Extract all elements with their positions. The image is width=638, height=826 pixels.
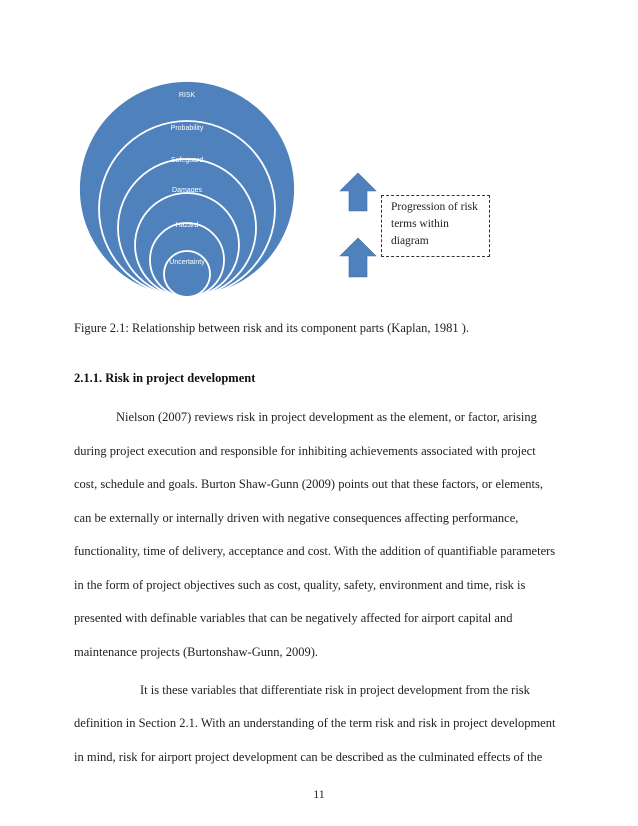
paragraph-line: functionality, time of delivery, acceptance and cost. With the addition of quantifiable parameters bbox=[74, 544, 556, 558]
up-arrow-bottom bbox=[340, 238, 376, 277]
page-number: 11 bbox=[313, 787, 325, 801]
paragraph-line: in the form of project objectives such as cost, quality, safety, environment and time, risk is bbox=[74, 578, 526, 592]
circle-label-probability: Probability bbox=[170, 125, 204, 132]
circle-uncertainty bbox=[164, 251, 210, 297]
circle-label-risk: RISK bbox=[178, 92, 196, 99]
nested-circles bbox=[79, 81, 295, 297]
risk-diagram-figure bbox=[0, 0, 638, 310]
up-arrow-top bbox=[340, 173, 376, 211]
legend-box: Progression of risk terms within diagram bbox=[381, 195, 490, 257]
paragraph-line: during project execution and responsible for inhibiting achievements associated with project bbox=[74, 444, 536, 458]
paragraph-line: definition in Section 2.1. With an understanding of the term risk and risk in project development bbox=[74, 716, 556, 730]
circle-label-hazard: Hazard bbox=[175, 222, 199, 229]
paragraph-line: can be externally or internally driven with negative consequences affecting performance, bbox=[74, 511, 519, 525]
circle-label-safeguard: Safeguard bbox=[170, 157, 204, 164]
paragraph-line: Nielson (2007) reviews risk in project development as the element, or factor, arising bbox=[116, 410, 537, 424]
section-heading: 2.1.1. Risk in project development bbox=[74, 371, 256, 385]
paragraph-line: presented with definable variables that can be negatively affected for airport capital and bbox=[74, 611, 513, 625]
paragraph-line: maintenance projects (Burtonshaw-Gunn, 2009). bbox=[74, 645, 319, 659]
circle-label-damages: Damages bbox=[172, 187, 202, 194]
figure-caption: Figure 2.1: Relationship between risk and its component parts (Kaplan, 1981 ). bbox=[74, 321, 470, 335]
paragraph-line: It is these variables that differentiate risk in project development from the risk bbox=[140, 683, 530, 697]
risk-diagram-svg bbox=[0, 0, 638, 310]
paragraph-line: cost, schedule and goals. Burton Shaw-Gunn (2009) points out that these factors, or elements, bbox=[74, 477, 544, 491]
paragraph-line: in mind, risk for airport project development can be described as the culminated effects of the bbox=[74, 750, 543, 764]
circle-label-uncertainty: Uncertainty bbox=[169, 259, 205, 266]
